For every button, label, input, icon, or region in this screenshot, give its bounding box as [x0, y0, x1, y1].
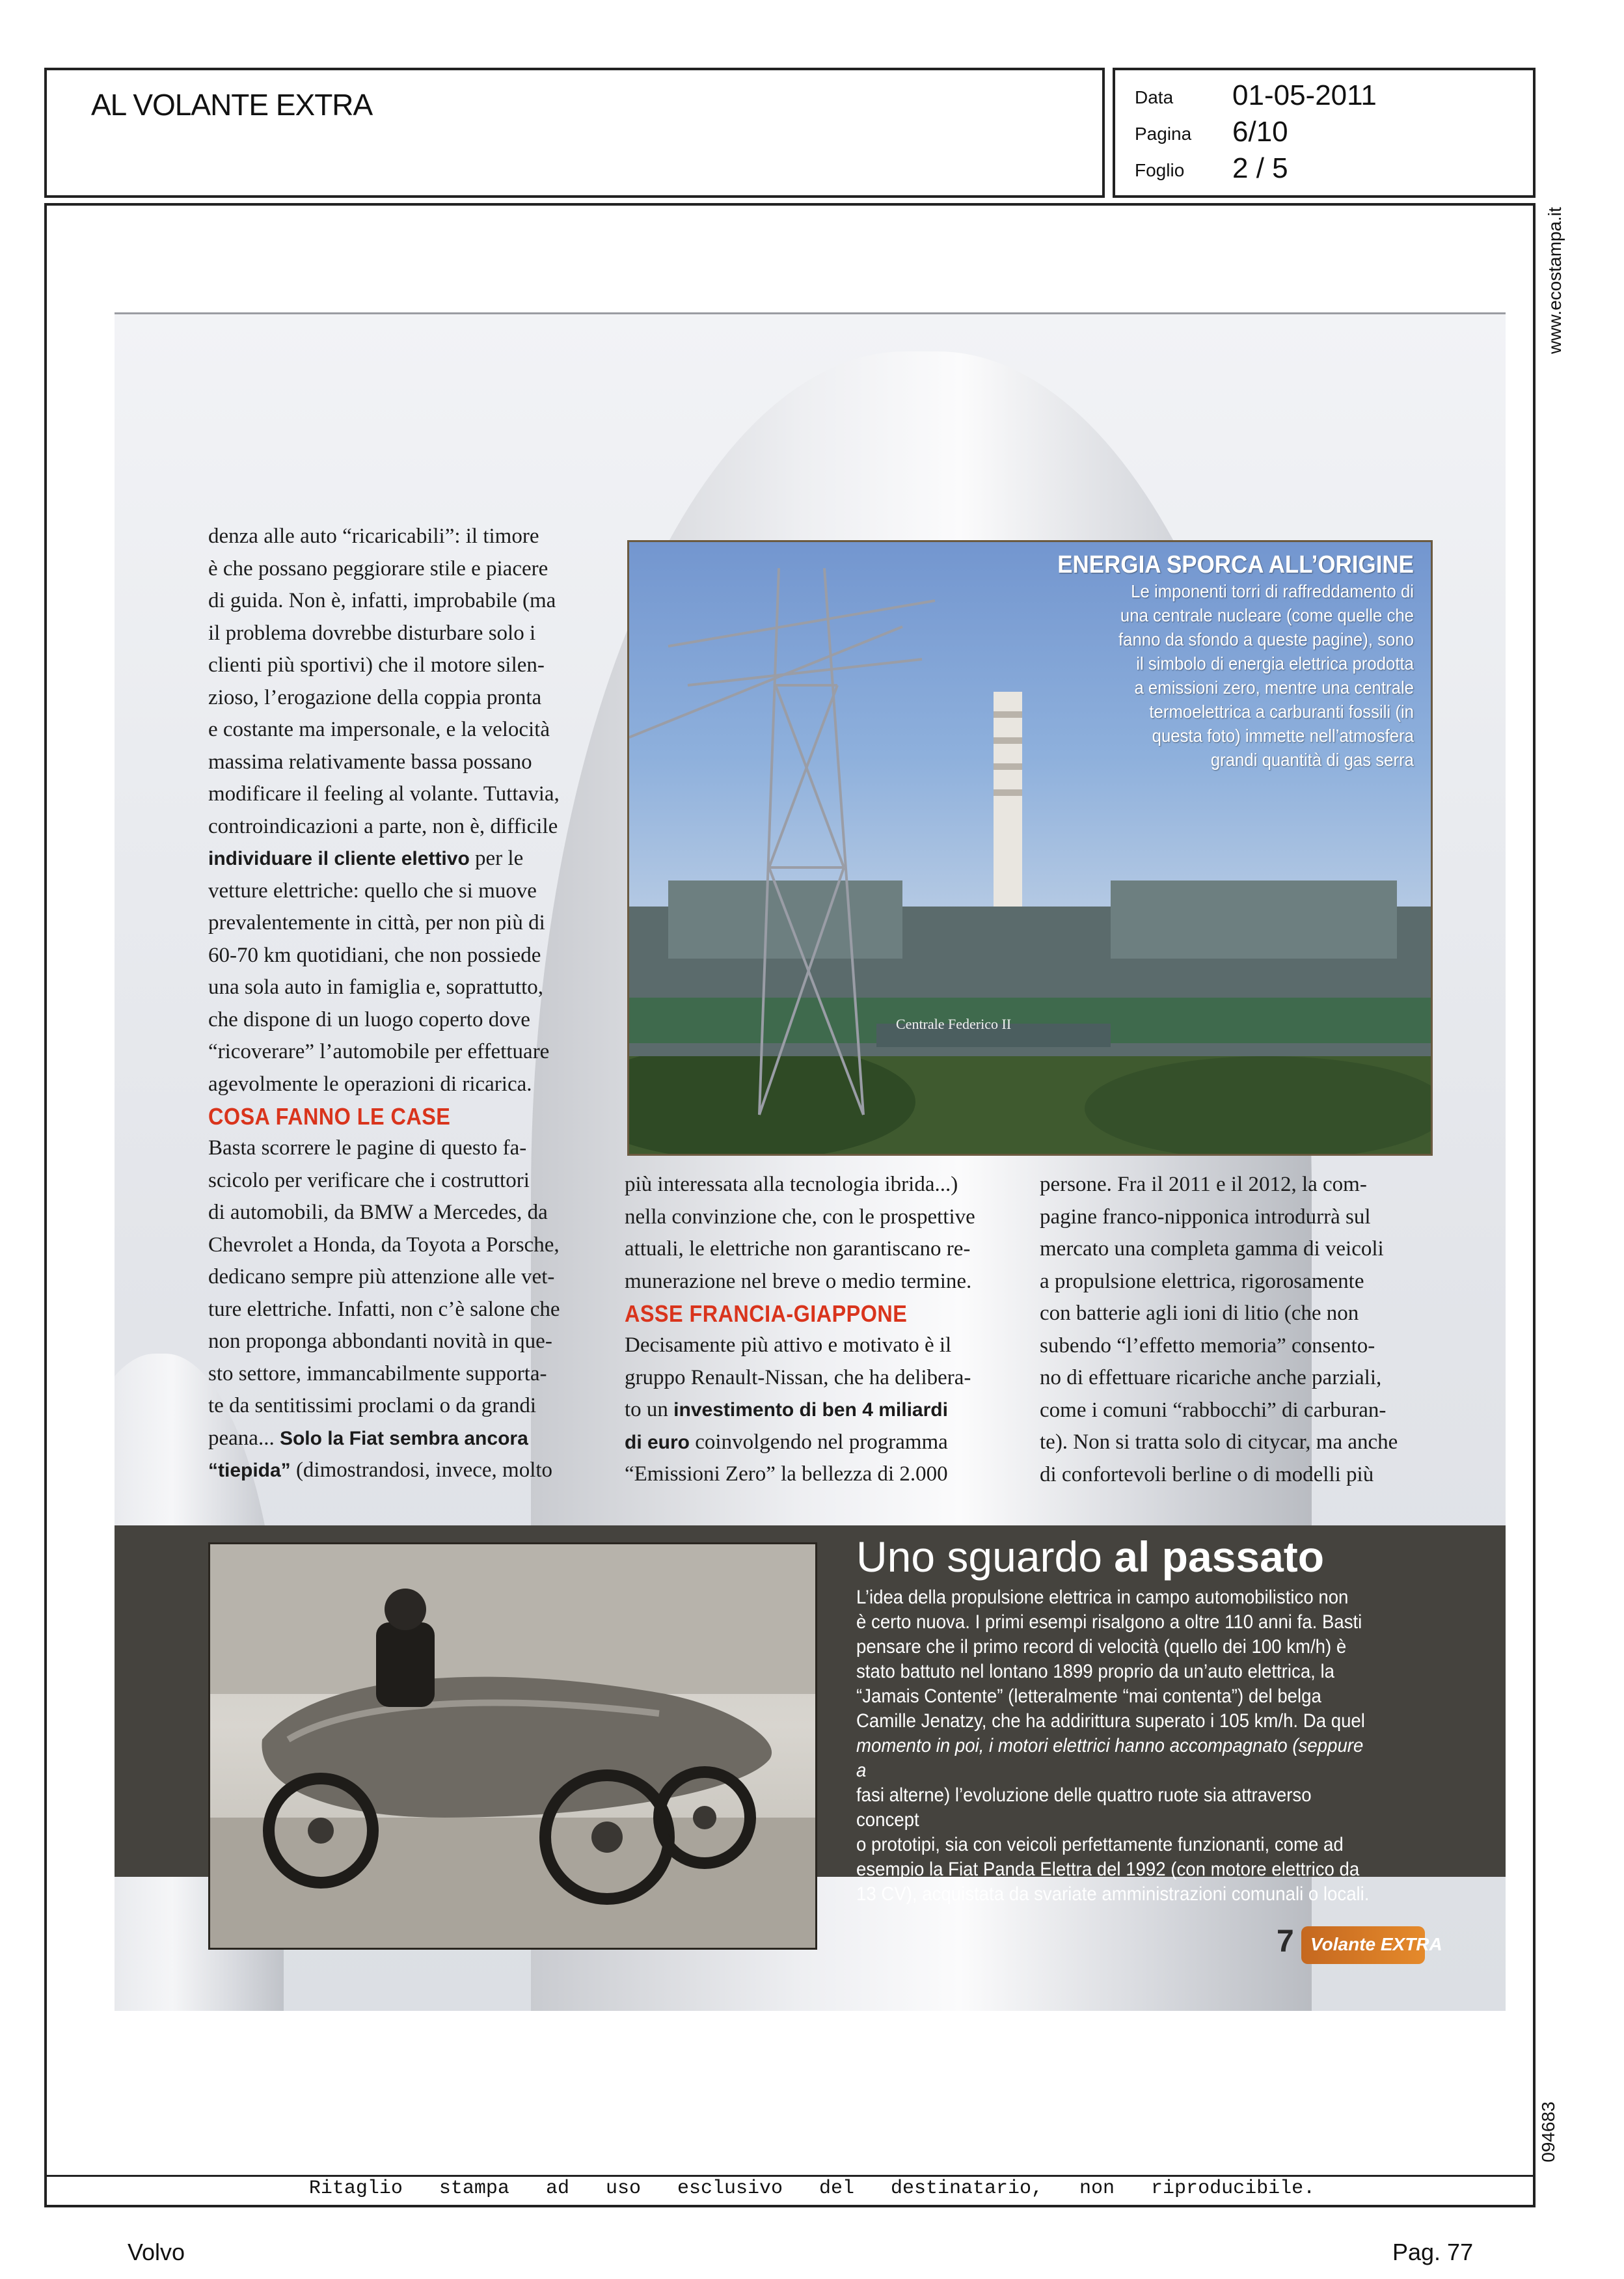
clipping-notice: Ritaglio stampa ad uso esclusivo del destinatario, non riproducibile.	[308, 2177, 1316, 2200]
section-heading-asse-francia-giappone: ASSE FRANCIA-GIAPPONE	[625, 1300, 908, 1327]
foglio-value: 2 / 5	[1232, 152, 1288, 184]
text-line: “ricoverare” l’automobile per effettuare	[208, 1040, 550, 1063]
text-line: te). Non si tratta solo di citycar, ma anche	[1040, 1430, 1398, 1454]
caption-line: il simbolo di energia elettrica prodotta	[1136, 653, 1414, 674]
history-line: stato battuto nel lontano 1899 proprio da un’auto elettrica, la	[856, 1661, 1334, 1682]
caption-line: una centrale nucleare (come quelle che	[1120, 605, 1414, 625]
text-run: to un	[625, 1398, 674, 1421]
history-line: o prototipi, sia con veicoli perfettamente funzionanti, come ad	[856, 1834, 1344, 1855]
website-vertical: www.ecostampa.it	[1545, 207, 1565, 354]
pagina-value: 6/10	[1232, 116, 1288, 148]
text-line: di confortevoli berline o di modelli più	[1040, 1462, 1374, 1486]
text-line: Basta scorrere le pagine di questo fa-	[208, 1136, 527, 1160]
bold-highlight: Solo la Fiat sembra ancora	[279, 1427, 528, 1449]
text-line: una sola auto in famiglia e, soprattutto,	[208, 976, 544, 999]
text-line	[208, 1423, 595, 1455]
text-line: modificare il feeling al volante. Tuttavia,	[208, 782, 560, 806]
section-heading-cosa-fanno: COSA FANNO LE CASE	[208, 1103, 451, 1130]
text-line	[625, 1426, 1011, 1459]
history-line: Camille Jenatzy, che ha addirittura superato i 105 km/h. Da quel	[856, 1710, 1365, 1732]
text-line: con batterie agli ioni di litio (che non	[1040, 1302, 1359, 1325]
footer-page: Pag. 77	[1392, 2239, 1474, 2265]
text-line	[625, 1394, 1011, 1426]
text-line: no di effettuare ricariche anche parziali,	[1040, 1366, 1382, 1389]
text-run: peana...	[208, 1426, 275, 1450]
footer-client: Volvo	[128, 2239, 185, 2265]
text-line: te da sentitissimi proclami o da grandi	[208, 1394, 537, 1417]
text-line: prevalentemente in città, per non più di	[208, 911, 545, 935]
caption-line: fanno da sfondo a queste pagine), sono	[1118, 629, 1414, 649]
magazine-page-number: 7	[1277, 1924, 1294, 1959]
text-line	[208, 843, 595, 875]
data-label: Data	[1135, 87, 1174, 107]
history-line: momento in poi, i motori elettrici hanno accompagnato (seppure a	[856, 1735, 1364, 1781]
bold-highlight: “tiepida”	[208, 1460, 291, 1481]
top-rule	[115, 312, 1506, 314]
text-line: che dispone di un luogo coperto dove	[208, 1007, 530, 1031]
history-line: “Jamais Contente” (letteralmente “mai contenta”) del belga	[856, 1685, 1321, 1707]
caption-line: Le imponenti torri di raffreddamento di	[1131, 581, 1414, 601]
history-title	[856, 1532, 1324, 1581]
text-line: di guida. Non è, infatti, improbabile (ma	[208, 589, 556, 612]
logo-text: Volante EXTRA	[1310, 1934, 1442, 1954]
text-line: massima relativamente bassa possano	[208, 750, 532, 774]
text-line: pagine franco-nipponica introdurrà sul	[1040, 1205, 1371, 1229]
text-line: più interessata alla tecnologia ibrida...)	[625, 1173, 958, 1196]
history-text	[856, 1585, 1377, 1907]
text-line: il problema dovrebbe disturbare solo i	[208, 621, 536, 645]
text-line: sto settore, immancabilmente supporta-	[208, 1361, 547, 1385]
jamais-contente-illustration	[210, 1544, 815, 1948]
power-plant-photo	[627, 540, 1433, 1156]
foglio-label: Foglio	[1135, 160, 1185, 180]
text-line: vetture elettriche: quello che si muove	[208, 879, 537, 903]
article-column-1	[208, 521, 595, 1487]
text-run: (dimostrandosi, invece, molto	[290, 1458, 553, 1482]
text-line: Chevrolet a Honda, da Toyota a Porsche,	[208, 1233, 560, 1257]
text-line: scicolo per verificare che i costruttori	[208, 1168, 530, 1192]
plant-sign: Centrale Federico II	[896, 1016, 1012, 1032]
jamais-contente-photo	[208, 1542, 817, 1950]
bold-highlight: investimento di ben 4 miliardi	[673, 1399, 948, 1421]
text-line	[208, 1454, 595, 1487]
text-line: clienti più sportivi) che il motore silen-	[208, 653, 545, 677]
publication-title: AL VOLANTE EXTRA	[91, 88, 373, 122]
footer-rule	[44, 2175, 1536, 2177]
text-line: munerazione nel breve o medio termine.	[625, 1269, 972, 1293]
caption-line: termoelettrica a carburanti fossili (in	[1149, 702, 1414, 722]
text-line: e costante ma impersonale, e la velocità	[208, 718, 550, 741]
bold-highlight: individuare il cliente elettivo	[208, 848, 470, 869]
article-column-2	[625, 1169, 1011, 1491]
text-line: a propulsione elettrica, rigorosamente	[1040, 1269, 1364, 1293]
history-line: esempio la Fiat Panda Elettra del 1992 (con motore elettrico da	[856, 1859, 1360, 1880]
text-line: “Emissioni Zero” la bellezza di 2.000	[625, 1462, 948, 1486]
article-column-3	[1040, 1169, 1426, 1491]
text-line: persone. Fra il 2011 e il 2012, la com-	[1040, 1173, 1367, 1196]
text-line: di automobili, da BMW a Mercedes, da	[208, 1201, 548, 1224]
text-line: Decisamente più attivo e motivato è il	[625, 1333, 952, 1357]
text-line: attuali, le elettriche non garantiscano re-	[625, 1237, 971, 1261]
caption-line: questa foto) immette nell’atmosfera	[1152, 726, 1414, 746]
text-line: mercato una completa gamma di veicoli	[1040, 1237, 1384, 1261]
text-line: dedicano sempre più attenzione alle vet-	[208, 1265, 555, 1289]
text-line: controindicazioni a parte, non è, difficile	[208, 814, 558, 838]
text-run: coinvolgendo nel programma	[690, 1430, 948, 1454]
history-line: L’idea della propulsione elettrica in campo automobilistico non	[856, 1587, 1349, 1608]
history-line: è certo nuova. I primi esempi risalgono a oltre 110 anni fa. Basti	[856, 1611, 1362, 1633]
text-run: per le	[469, 847, 524, 870]
bold-highlight: di euro	[625, 1431, 690, 1453]
text-line: è che possano peggiorare stile e piacere	[208, 556, 548, 580]
text-line: zioso, l’erogazione della coppia pronta	[208, 685, 542, 709]
text-line: ture elettriche. Infatti, non c’è salone che	[208, 1297, 560, 1321]
archive-code-vertical: 094683	[1538, 2101, 1558, 2163]
data-value: 01-05-2011	[1232, 79, 1377, 111]
caption-line: grandi quantità di gas serra	[1210, 750, 1414, 770]
history-title-bold: al passato	[1114, 1533, 1325, 1581]
caption-line: a emissioni zero, mentre una centrale	[1134, 677, 1414, 698]
text-line: subendo “l’effetto memoria” consento-	[1040, 1333, 1375, 1358]
volante-extra-logo	[1301, 1926, 1442, 1964]
text-line: non proponga abbondanti novità in que-	[208, 1330, 552, 1353]
history-line: fasi alterne) l’evoluzione delle quattro ruote sia attraverso concept	[856, 1784, 1312, 1831]
header-meta-box	[1113, 68, 1536, 198]
text-line: come i comuni “rabbocchi” di carburan-	[1040, 1398, 1387, 1422]
history-title-light: Uno sguardo	[856, 1533, 1115, 1581]
text-line: gruppo Renault-Nissan, che ha delibera-	[625, 1365, 971, 1389]
text-line: agevolmente le operazioni di ricarica.	[208, 1072, 532, 1096]
photo1-caption-title: ENERGIA SPORCA ALL’ORIGINE	[1057, 551, 1414, 579]
photo1-caption	[1010, 551, 1414, 772]
text-line: 60-70 km quotidiani, che non possiede	[208, 943, 541, 967]
text-line: denza alle auto “ricaricabili”: il timore	[208, 525, 539, 548]
pagina-label: Pagina	[1135, 124, 1192, 144]
history-line: pensare che il primo record di velocità (quello dei 100 km/h) è	[856, 1636, 1347, 1658]
text-line: nella convinzione che, con le prospettive	[625, 1205, 975, 1229]
history-line: 13 CV), acquistata da svariate amministrazioni comunali o locali.	[856, 1883, 1370, 1905]
